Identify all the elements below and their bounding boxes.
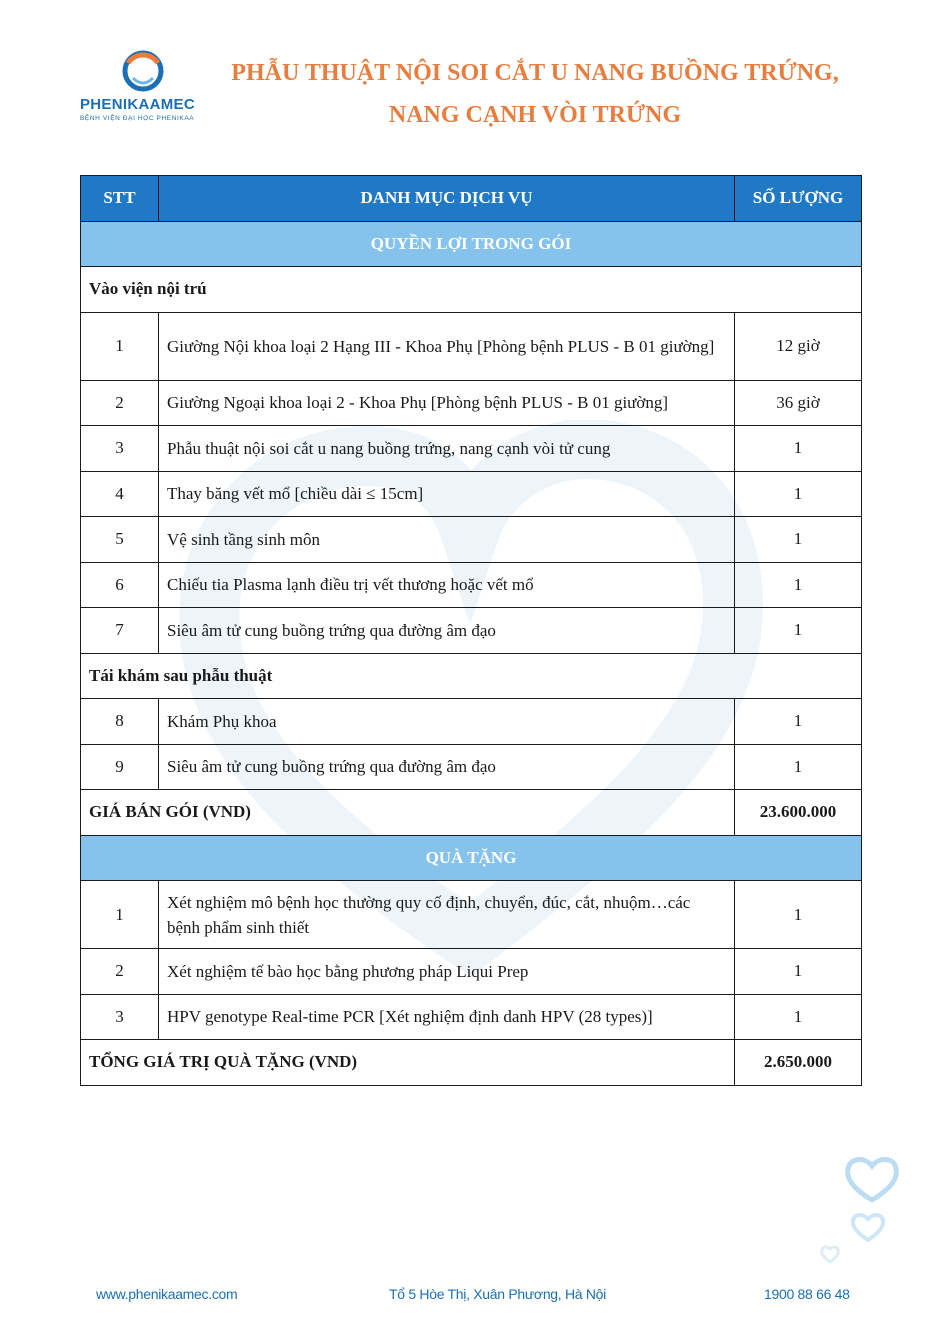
row-stt: 6 (81, 562, 159, 608)
row-stt: 9 (81, 744, 159, 790)
group-inpatient-title: Vào viện nội trú (81, 267, 862, 313)
row-stt: 1 (81, 881, 159, 949)
table-row (81, 881, 862, 949)
row-service: Vệ sinh tầng sinh môn (159, 517, 735, 563)
row-qty: 1 (735, 699, 862, 745)
row-stt: 7 (81, 608, 159, 654)
table-row (81, 949, 862, 995)
price-value: 23.600.000 (735, 790, 862, 836)
header-stt: STT (81, 176, 159, 222)
price-row (81, 790, 862, 836)
row-qty: 1 (735, 471, 862, 517)
row-service: Phẫu thuật nội soi cắt u nang buồng trứng, nang cạnh vòi tử cung (159, 426, 735, 472)
logo-emblem-icon (120, 48, 166, 94)
table-row (81, 744, 862, 790)
row-stt: 5 (81, 517, 159, 563)
footer-address: Tổ 5 Hòe Thị, Xuân Phương, Hà Nội (389, 1286, 606, 1302)
row-service: Chiếu tia Plasma lạnh điều trị vết thương hoặc vết mổ (159, 562, 735, 608)
row-service: Xét nghiệm tế bào học bằng phương pháp Liqui Prep (159, 949, 735, 995)
table-row (81, 471, 862, 517)
table-row (81, 517, 862, 563)
section-benefits-row (81, 221, 862, 267)
row-qty: 1 (735, 994, 862, 1040)
gift-total-label: TỔNG GIÁ TRỊ QUÀ TẶNG (VND) (81, 1040, 735, 1086)
section-gifts-row (81, 835, 862, 881)
row-qty: 1 (735, 608, 862, 654)
row-service: Giường Nội khoa loại 2 Hạng III - Khoa Phụ [Phòng bệnh PLUS - B 01 giường] (159, 312, 735, 380)
group-followup-title: Tái khám sau phẫu thuật (81, 653, 862, 699)
logo-tagline: BỆNH VIỆN ĐẠI HỌC PHENIKAA (80, 115, 195, 122)
table-row (81, 562, 862, 608)
row-qty: 1 (735, 744, 862, 790)
row-qty: 1 (735, 426, 862, 472)
table-row (81, 994, 862, 1040)
row-qty: 1 (735, 562, 862, 608)
table-header-row (81, 176, 862, 222)
row-qty: 1 (735, 949, 862, 995)
header-service: DANH MỤC DỊCH VỤ (159, 176, 735, 222)
row-qty: 1 (735, 881, 862, 949)
gift-total-row (81, 1040, 862, 1086)
price-label: GIÁ BÁN GÓI (VND) (81, 790, 735, 836)
row-stt: 3 (81, 994, 159, 1040)
row-service: Xét nghiệm mô bệnh học thường quy cố định, chuyển, đúc, cắt, nhuộm…các bệnh phẩm sinh thiết (159, 881, 735, 949)
table-row (81, 608, 862, 654)
decorative-hearts-icon (812, 1140, 912, 1270)
row-service: Giường Ngoại khoa loại 2 - Khoa Phụ [Phòng bệnh PLUS - B 01 giường] (159, 380, 735, 426)
row-service: Thay băng vết mổ [chiều dài ≤ 15cm] (159, 471, 735, 517)
footer-website[interactable]: www.phenikaamec.com (96, 1286, 238, 1302)
title-line-1: PHẪU THUẬT NỘI SOI CẮT U NANG BUỒNG TRỨNG, (231, 60, 839, 86)
group-followup-row (81, 653, 862, 699)
table-row (81, 312, 862, 380)
table-row (81, 426, 862, 472)
row-qty: 36 giờ (735, 380, 862, 426)
table-row (81, 380, 862, 426)
section-benefits-title: QUYỀN LỢI TRONG GÓI (81, 221, 862, 267)
row-qty: 1 (735, 517, 862, 563)
row-stt: 1 (81, 312, 159, 380)
group-inpatient-row (81, 267, 862, 313)
row-service: Khám Phụ khoa (159, 699, 735, 745)
logo-name: PHENIKAAMEC (80, 96, 195, 113)
page-title (200, 52, 870, 136)
row-stt: 8 (81, 699, 159, 745)
row-service: Siêu âm tử cung buồng trứng qua đường âm đạo (159, 744, 735, 790)
row-stt: 4 (81, 471, 159, 517)
row-stt: 2 (81, 380, 159, 426)
header-qty: SỐ LƯỢNG (735, 176, 862, 222)
row-qty: 12 giờ (735, 312, 862, 380)
row-service: Siêu âm tử cung buồng trứng qua đường âm đạo (159, 608, 735, 654)
table-row (81, 699, 862, 745)
row-stt: 2 (81, 949, 159, 995)
package-table (80, 175, 862, 1086)
gift-total-value: 2.650.000 (735, 1040, 862, 1086)
section-gifts-title: QUÀ TẶNG (81, 835, 862, 881)
footer-phone[interactable]: 1900 88 66 48 (764, 1286, 850, 1302)
row-stt: 3 (81, 426, 159, 472)
title-line-2: NANG CẠNH VÒI TRỨNG (388, 102, 682, 128)
row-service: HPV genotype Real-time PCR [Xét nghiệm định danh HPV (28 types)] (159, 994, 735, 1040)
